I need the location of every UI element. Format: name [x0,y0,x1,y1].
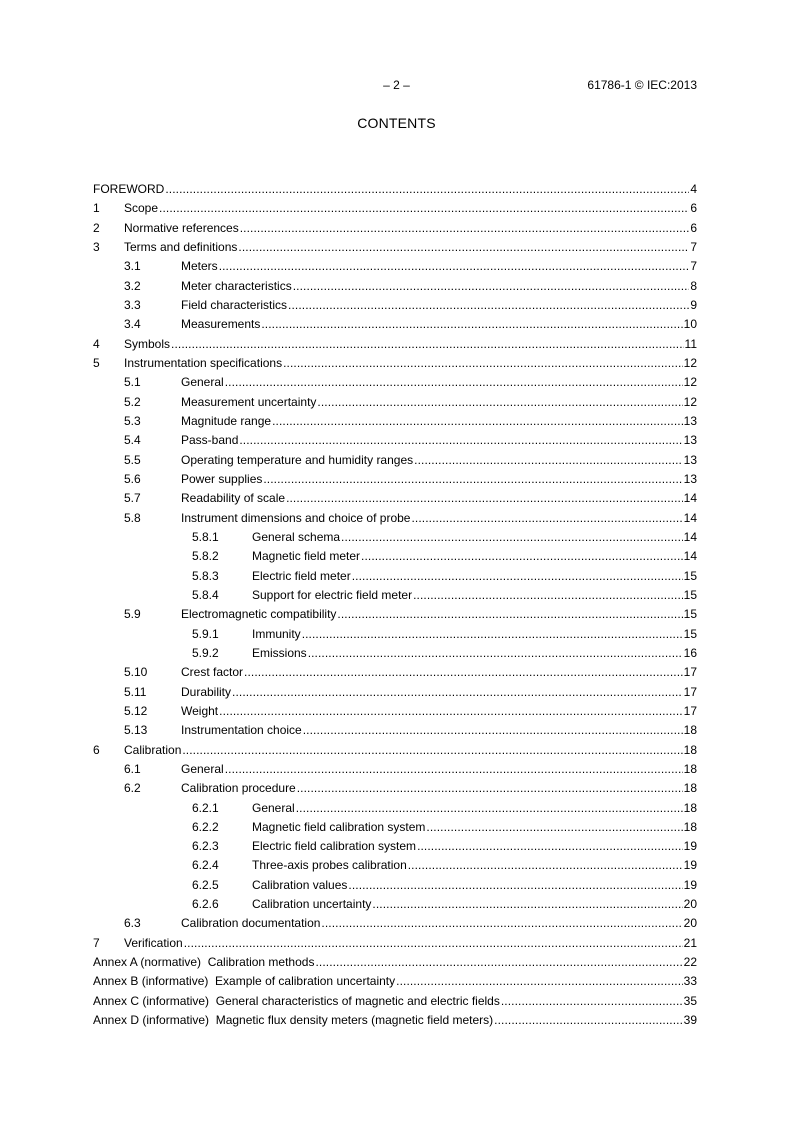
toc-entry-page: 13 [683,471,697,486]
toc-entry-page: 15 [683,626,697,641]
toc-entry-number: 5.1 [124,375,141,390]
toc-entry-title: Durability [181,684,232,699]
toc-entry[interactable] [93,412,697,431]
toc-entry[interactable] [93,586,697,605]
dot-leader [408,856,683,875]
toc-entry[interactable] [93,257,697,276]
document-id: 61786-1 © IEC:2013 [587,78,697,92]
dot-leader [417,837,683,856]
dot-leader [283,354,683,373]
toc-entry-title: Magnetic field calibration system [252,819,426,834]
toc-entry-title: Magnetic field meter [252,549,361,564]
toc-entry-title: Normative references [124,220,239,235]
toc-entry-page: 18 [683,800,697,815]
toc-entry-page: 19 [683,877,697,892]
toc-entry[interactable] [93,683,697,702]
toc-entry-page: 18 [683,819,697,834]
toc-entry-page: 13 [683,452,697,467]
toc-entry-title: General [181,375,224,390]
toc-entry-number: 6.2.1 [192,800,219,815]
toc-entry-title: Weight [181,703,219,718]
toc-entry[interactable] [93,335,697,354]
dot-leader [315,953,682,972]
toc-entry-number: 3.2 [124,278,141,293]
toc-entry[interactable] [93,354,697,373]
toc-entry-number: 5.10 [124,665,148,680]
toc-entry-number: 6 [93,742,100,757]
toc-entry-title: Calibration values [252,877,348,892]
toc-entry-title: Field characteristics [181,297,288,312]
toc-entry-page: 15 [683,607,697,622]
toc-entry-page: 18 [683,723,697,738]
dot-leader [159,199,689,218]
toc-entry-page: 20 [683,897,697,912]
toc-entry-title: Electric field calibration system [252,839,417,854]
toc-entry-number: 5.3 [124,413,141,428]
toc-entry-number: 3.3 [124,297,141,312]
toc-entry[interactable] [93,799,697,818]
toc-entry-number: 5.6 [124,471,141,486]
toc-entry[interactable] [93,644,697,663]
toc-entry-title: Immunity [252,626,301,641]
toc-entry[interactable] [93,895,697,914]
dot-leader [348,876,682,895]
toc-entry-title: Calibration procedure [181,781,296,796]
dot-leader [413,586,683,605]
toc-entry-page: 12 [683,375,697,390]
toc-entry[interactable] [93,760,697,779]
toc-entry-title: Operating temperature and humidity ranges [181,452,414,467]
toc-entry-page: 14 [683,491,697,506]
dot-leader [261,315,682,334]
toc-entry-page: 14 [683,549,697,564]
toc-entry-title: Calibration documentation [181,916,321,931]
toc-entry-title: Readability of scale [181,491,286,506]
toc-entry[interactable] [93,199,697,218]
toc-entry[interactable] [93,547,697,566]
dot-leader [302,625,683,644]
toc-entry-number: 6.1 [124,761,141,776]
toc-entry[interactable] [93,818,697,837]
toc-entry-title: FOREWORD [93,182,165,196]
dot-leader [361,547,683,566]
dot-leader [272,412,683,431]
toc-entry-page: 39 [683,1013,697,1028]
toc-entry-title: Calibration [124,742,182,757]
toc-entry-title: Meters [181,259,218,274]
toc-entry-title: Calibration uncertainty [252,897,372,912]
toc-entry-number: 6.2.6 [192,897,219,912]
toc-entry-number: 2 [93,220,100,235]
toc-entry[interactable] [93,373,697,392]
dot-leader [494,1011,682,1030]
toc-entry-number: 5.5 [124,452,141,467]
dot-leader [297,779,683,798]
toc-entry[interactable] [93,914,697,933]
toc-entry-page: 15 [683,587,697,602]
toc-entry-number: 6.2.2 [192,819,219,834]
toc-entry-title: Verification [124,935,183,950]
toc-entry-title: Instrument dimensions and choice of probe [181,510,411,525]
toc-entry[interactable] [93,992,697,1011]
toc-entry-number: 3.1 [124,259,141,274]
toc-entry-page: 7 [690,239,697,254]
toc-entry[interactable] [93,741,697,760]
toc-entry[interactable] [93,779,697,798]
toc-entry-title: Scope [124,201,159,216]
toc-entry-page: 18 [683,742,697,757]
dot-leader [303,721,683,740]
toc-entry[interactable] [93,509,697,528]
toc-entry[interactable] [93,315,697,334]
toc-entry[interactable] [93,528,697,547]
toc-entry-number: 5.7 [124,491,141,506]
toc-entry-title: Measurements [181,317,261,332]
toc-entry-page: 11 [684,336,697,351]
toc-entry-number: 5.8 [124,510,141,525]
dot-leader [165,180,689,199]
toc-entry-number: 3.4 [124,317,141,332]
toc-entry-number: 6.2.3 [192,839,219,854]
dot-leader [286,489,683,508]
toc-entry-page: 17 [683,703,697,718]
toc-entry-page: 19 [683,858,697,873]
toc-entry-title: Terms and definitions [124,239,238,254]
toc-entry-page: 22 [683,955,697,970]
dot-leader [171,335,684,354]
toc-entry-number: 5.9.2 [192,645,219,660]
dot-leader [239,431,682,450]
toc-entry-page: 18 [683,781,697,796]
dot-leader [372,895,682,914]
toc-entry-title: Pass-band [181,433,239,448]
toc-entry[interactable] [93,953,697,972]
toc-entry-number: 7 [93,935,100,950]
toc-entry-title: General [181,761,224,776]
toc-entry-page: 21 [683,935,697,950]
toc-entry[interactable] [93,219,697,238]
toc-entry[interactable] [93,605,697,624]
dot-leader [293,277,690,296]
toc-entry[interactable] [93,972,697,991]
toc-entry-title: Annex D (informative) Magnetic flux density meters (magnetic field meters) [93,1013,494,1028]
toc-entry-page: 17 [683,665,697,680]
toc-entry-number: 5 [93,355,100,370]
toc-entry[interactable] [93,721,697,740]
toc-entry-page: 35 [683,993,697,1008]
dot-leader [317,393,682,412]
toc-entry-title: Crest factor [181,665,244,680]
toc-entry-number: 1 [93,201,100,216]
toc-entry-title: Annex C (informative) General characteristics of magnetic and electric fields [93,993,500,1008]
toc-entry-title: Annex B (informative) Example of calibration uncertainty [93,974,396,989]
toc-entry[interactable] [93,296,697,315]
dot-leader [232,683,683,702]
dot-leader [501,992,683,1011]
toc-entry-title: Three-axis probes calibration [252,858,407,873]
toc-entry-number: 5.13 [124,723,148,738]
toc-entry-number: 5.2 [124,394,141,409]
toc-entry[interactable] [93,856,697,875]
toc-entry-number: 6.2.4 [192,858,219,873]
toc-entry-number: 5.8.2 [192,549,219,564]
toc-entry[interactable] [93,625,697,644]
toc-entry-title: Electric field meter [252,568,351,583]
dot-leader [240,219,690,238]
toc-entry-number: 3 [93,239,100,254]
toc-entry[interactable] [93,180,697,199]
toc-entry-number: 5.8.4 [192,587,219,602]
dot-leader [288,296,689,315]
toc-entry-page: 4 [690,182,697,196]
page-number: – 2 – [383,78,410,92]
toc-entry-page: 6 [690,220,697,235]
toc-entry-page: 18 [683,761,697,776]
dot-leader [263,470,682,489]
toc-entry-number: 5.8.1 [192,529,219,544]
toc-entry-title: Annex A (normative) Calibration methods [93,955,315,970]
dot-leader [219,257,690,276]
toc-entry-title: Symbols [124,336,171,351]
toc-entry-title: Instrumentation choice [181,723,302,738]
toc-entry-title: Instrumentation specifications [124,355,283,370]
toc-entry-title: Support for electric field meter [252,587,413,602]
page-title: CONTENTS [357,115,436,131]
toc-entry-title: General schema [252,529,341,544]
dot-leader [341,528,683,547]
toc-entry[interactable] [93,431,697,450]
toc-entry-number: 6.2 [124,781,141,796]
toc-entry[interactable] [93,1011,697,1030]
toc-entry-page: 9 [690,297,697,312]
toc-entry-page: 14 [683,529,697,544]
toc-entry-page: 8 [690,278,697,293]
dot-leader [238,238,689,257]
toc-entry-title: Meter characteristics [181,278,292,293]
toc-entry-page: 10 [683,317,697,332]
toc-entry-page: 20 [683,916,697,931]
dot-leader [244,663,683,682]
toc-entry-number: 5.11 [124,684,147,699]
toc-entry[interactable] [93,663,697,682]
toc-entry-page: 33 [683,974,697,989]
toc-entry-page: 14 [683,510,697,525]
toc-entry[interactable] [93,470,697,489]
table-of-contents [93,180,697,1030]
toc-entry-number: 5.12 [124,703,148,718]
toc-entry-page: 15 [683,568,697,583]
toc-entry-page: 13 [683,413,697,428]
dot-leader [426,818,682,837]
toc-entry-number: 4 [93,336,100,351]
toc-entry-page: 17 [683,684,697,699]
dot-leader [219,702,683,721]
toc-entry[interactable] [93,876,697,895]
toc-entry-title: Electromagnetic compatibility [181,607,337,622]
toc-entry[interactable] [93,934,697,953]
toc-entry[interactable] [93,277,697,296]
dot-leader [321,914,682,933]
dot-leader [225,373,683,392]
dot-leader [396,972,683,991]
toc-entry-number: 5.8.3 [192,568,219,583]
toc-entry[interactable] [93,702,697,721]
dot-leader [337,605,682,624]
toc-entry-title: General [252,800,295,815]
toc-entry-page: 6 [690,201,697,216]
dot-leader [352,567,683,586]
toc-entry-number: 5.4 [124,433,141,448]
toc-entry-title: Emissions [252,645,307,660]
toc-entry[interactable] [93,489,697,508]
dot-leader [414,451,683,470]
toc-entry-page: 12 [683,394,697,409]
toc-entry-number: 5.9.1 [192,626,219,641]
dot-leader [225,760,683,779]
toc-entry-page: 7 [690,259,697,274]
dot-leader [308,644,683,663]
toc-entry-page: 19 [683,839,697,854]
toc-entry-title: Power supplies [181,471,263,486]
dot-leader [411,509,682,528]
toc-entry-title: Magnitude range [181,413,272,428]
toc-entry[interactable] [93,567,697,586]
toc-entry-page: 12 [683,355,697,370]
toc-entry-page: 13 [683,433,697,448]
toc-entry-number: 6.3 [124,916,141,931]
toc-entry[interactable] [93,238,697,257]
dot-leader [182,741,682,760]
toc-entry-page: 16 [683,645,697,660]
dot-leader [296,799,683,818]
toc-entry-number: 6.2.5 [192,877,219,892]
toc-entry-title: Measurement uncertainty [181,394,317,409]
dot-leader [184,934,683,953]
toc-entry-number: 5.9 [124,607,141,622]
toc-entry[interactable] [93,451,697,470]
toc-entry[interactable] [93,837,697,856]
toc-entry[interactable] [93,393,697,412]
